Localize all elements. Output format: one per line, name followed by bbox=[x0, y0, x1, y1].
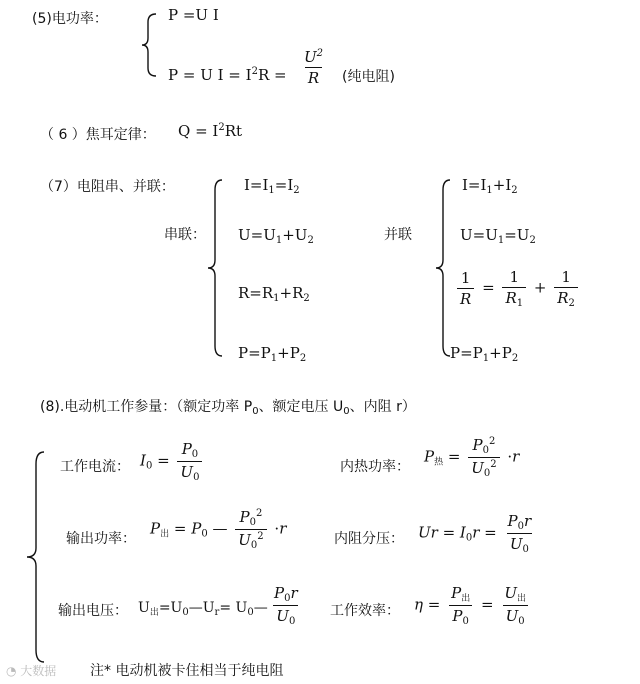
series-power: $P=P_1+P_2$ bbox=[238, 344, 307, 364]
efficiency-formula: η = $\frac{P_出}{P_0}$ = $\frac{U_出}{U_0}$ bbox=[414, 584, 526, 627]
output-voltage-fraction: $\frac{P_0r}{U_0}$ bbox=[274, 584, 298, 627]
output-power-label: 输出功率： bbox=[66, 531, 136, 547]
parallel-label: 并联 bbox=[384, 227, 412, 243]
brace-motor bbox=[24, 452, 48, 662]
power-formula-1: P =U I bbox=[168, 6, 219, 24]
efficiency-label: 工作效率： bbox=[330, 603, 400, 619]
weibo-icon: ◔ bbox=[6, 664, 21, 678]
locked-motor-note: 注* 电动机被卡住相当于纯电阻 bbox=[90, 663, 284, 679]
series-resistance: $R=R_1+R_2$ bbox=[238, 284, 310, 304]
series-voltage: $U=U_1+U_2$ bbox=[238, 226, 314, 246]
brace-5 bbox=[140, 14, 160, 76]
output-voltage-formula: $U_出=U_0—U_r=$ $U_0—$ bbox=[138, 600, 268, 618]
joule-law-formula: $Q = I^2Rt$ bbox=[178, 122, 243, 140]
parallel-resistance-formula: $\frac{1}{R}$ = $\frac{1}{R_1}$ + $\frac{1}{R_2}$ bbox=[454, 268, 581, 309]
internal-heat-formula: $P_热$ = $\frac{P_0^2}{U_0^2}$ ·r bbox=[424, 436, 520, 479]
section-5-heading: (5)电功率： bbox=[32, 11, 108, 27]
series-current: $I=I_1=I_2$ bbox=[244, 176, 300, 196]
pure-resistance-note: (纯电阻) bbox=[342, 69, 395, 85]
section-8-heading: (8).电动机工作参量：（额定功率 $P_0$、额定电压 $U_0$、内阻 r） bbox=[40, 399, 416, 417]
internal-voltage-label: 内阻分压： bbox=[334, 531, 404, 547]
section-7-heading: （7）电阻串、并联： bbox=[40, 179, 175, 195]
brace-parallel bbox=[434, 180, 454, 356]
internal-heat-label: 内热功率： bbox=[340, 459, 410, 475]
power-fraction: $\frac{U^2}{R}$ bbox=[304, 48, 324, 87]
section-6-heading: （ 6 ）焦耳定律： bbox=[40, 127, 156, 143]
output-power-formula: $P_出 = P_0$ — $\frac{P_0^2}{U_0^2}$ ·r bbox=[150, 508, 287, 551]
parallel-current: $I=I_1+I_2$ bbox=[462, 176, 518, 196]
work-current-label: 工作电流： bbox=[60, 459, 130, 475]
brace-series bbox=[206, 180, 226, 356]
watermark: ◔ 大数据 bbox=[6, 664, 57, 678]
output-voltage-label: 输出电压： bbox=[58, 603, 128, 619]
parallel-voltage: $U=U_1=U_2$ bbox=[460, 226, 536, 246]
series-label: 串联： bbox=[164, 227, 206, 243]
internal-voltage-formula: $Ur = I_0r$ = $\frac{P_0r}{U_0}$ bbox=[418, 512, 532, 555]
parallel-power: $P=P_1+P_2$ bbox=[450, 344, 519, 364]
work-current-formula: $I_0$ = $\frac{P_0}{U_0}$ bbox=[140, 440, 205, 483]
power-formula-2: P = U $I = I^2R$ = bbox=[168, 66, 287, 84]
